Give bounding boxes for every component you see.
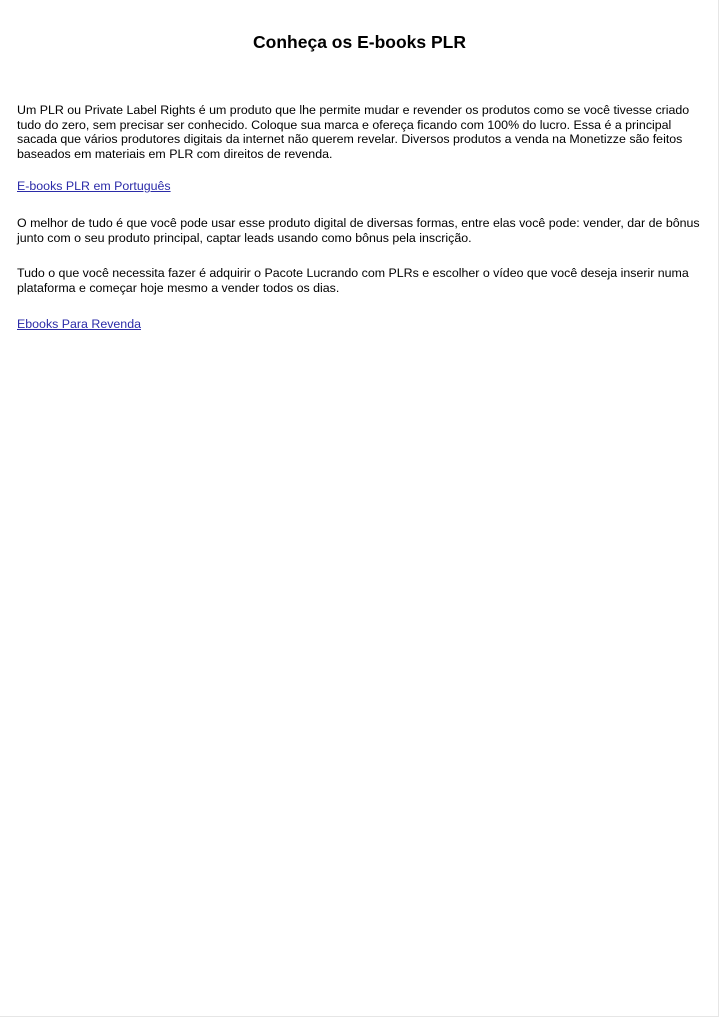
instructions-paragraph: Tudo o que você necessita fazer é adquirir o Pacote Lucrando com PLRs e escolher o vídeo que você deseja inserir numa plataforma e começar hoje mesmo a vender todos os dias. <box>17 266 689 295</box>
usage-paragraph: O melhor de tudo é que você pode usar esse produto digital de diversas formas, entre elas você pode: vender, dar de bônus junto com o seu produto principal, captar leads usando como bônus pela inscrição. <box>17 216 700 245</box>
ebooks-para-revenda-link[interactable]: Ebooks Para Revenda <box>17 317 141 331</box>
ebooks-plr-portugues-link[interactable]: E-books PLR em Português <box>17 179 171 193</box>
intro-paragraph: Um PLR ou Private Label Rights é um produto que lhe permite mudar e revender os produtos como se você tivesse criado tudo do zero, sem precisar ser conhecido. Coloque sua marca e ofereça ficando com 100% do lucro. Essa é a principal sacada que vários produtores digitais da internet não querem revelar. Diversos produtos a venda na Monetizze são feitos baseados em materiais em PLR com direitos de revenda. <box>17 103 690 161</box>
page-title: Conheça os E-books PLR <box>253 32 466 52</box>
